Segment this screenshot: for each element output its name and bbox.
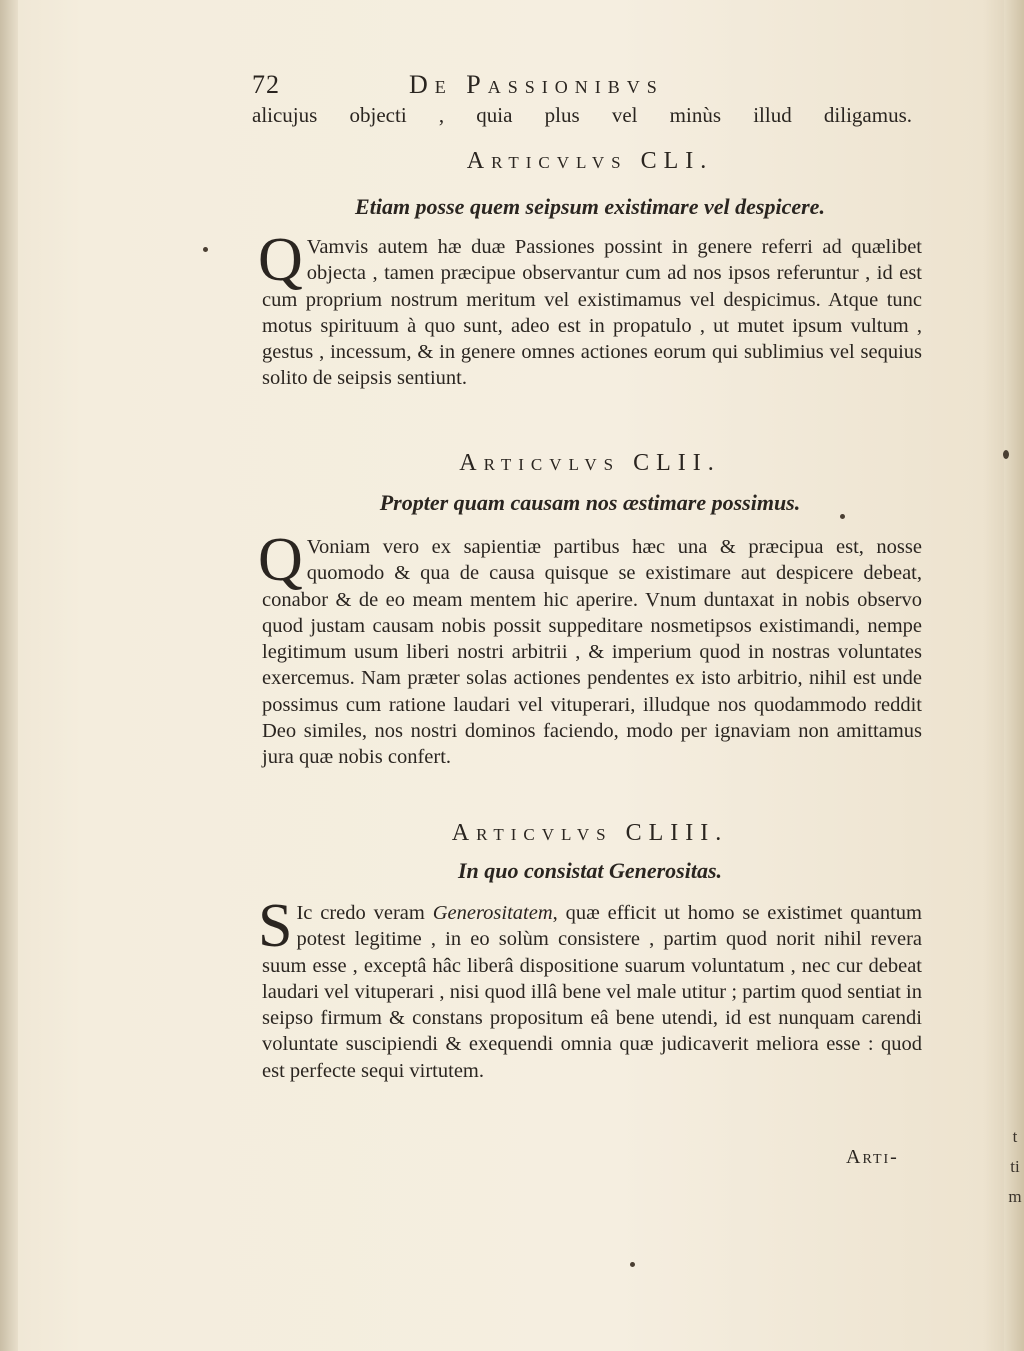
article-body xyxy=(258,892,922,1084)
next-page-fragment: t xyxy=(1012,1127,1018,1146)
article-subtitle: In quo consistat Generositas. xyxy=(457,858,723,883)
page-gutter-edge xyxy=(0,0,18,1351)
ink-speck xyxy=(630,1262,635,1267)
running-title: De Passionibvs xyxy=(409,70,664,99)
carried-over-line: alicujus objecti , quia plus vel minùs illud diligamus. xyxy=(252,103,912,127)
ink-speck xyxy=(1003,450,1009,459)
article-body xyxy=(258,226,922,392)
ink-speck xyxy=(203,247,208,252)
article-text: Vamvis autem hæ duæ Passiones possint in genere referri ad quælibet objecta , tamen præcipue observantur cum ad nos ipsos referuntur , id est cum proprium nostrum meritum vel existimamus vel despicimus. Atque tunc motus spirituum à quo sunt, adeo est in propatulo , ut mutet ipsum vultum , gestus , incessum, & in genere omnes actiones eorum qui sublimius vel sequius solito de seipsis sentiunt. xyxy=(262,236,922,390)
next-page-edge xyxy=(1004,0,1024,1351)
running-head xyxy=(252,70,772,104)
catchword: Arti- xyxy=(846,1146,899,1168)
article-subtitle: Propter quam causam nos æstimare possimus. xyxy=(379,490,801,515)
drop-cap: Q xyxy=(258,226,303,294)
article-text: , quæ efficit ut homo se existimet quantum potest legitime , in eo solùm consistere , partim quod norit nihil revera suum esse , exceptâ hâc liberâ dispositione suarum voluntatum , nec cur debeat laudari vel vituperari , nisi quod illâ bene vel male utitur ; partim quod sentiat in seipso firmum & constans propositum eâ bene utendi, id est nunquam carendi voluntate suscipiendi & exequendi omnia quæ judicaverit meliora esse : quod est perfecte sequi virtutem. xyxy=(262,902,922,1082)
drop-cap: Q xyxy=(258,526,303,594)
next-page-fragment: m xyxy=(1008,1187,1022,1206)
page-number: 72 xyxy=(252,70,280,99)
article-emphasis: Generositatem xyxy=(432,902,553,924)
article-text-lead: Ic credo veram xyxy=(296,902,433,924)
article-text: Voniam vero ex sapientiæ partibus hæc una & præcipua est, nosse quomodo & qua de causa quisque se existimare aut despicere debeat, conabor & de eo meam mentem hic aperire. Vnum duntaxat in nobis observo quod justam causam nobis possit suppeditare nosmetipsos existimandi, nempe legitimum usum liberi nostri arbitrii , & imperium quod in nostras voluntates exercemus. Nam præter solas actiones pendentes ex isto arbitrio, nihil est unde possimus cum ratione laudari vel vituperari, illudque nos quodammodo reddit Deo similes, nos nostri dominos faciendo, modo per ignaviam non amittamus jura quæ nobis confert. xyxy=(262,536,922,769)
article-body xyxy=(258,526,922,771)
article-heading: Articvlvs CLII. xyxy=(459,450,721,476)
article-subtitle: Etiam posse quem seipsum existimare vel despicere. xyxy=(355,194,825,219)
next-page-fragments xyxy=(1008,1122,1022,1212)
ink-speck xyxy=(840,514,845,519)
article-heading: Articvlvs CLIII. xyxy=(451,820,729,846)
next-page-fragment: ti xyxy=(1010,1157,1020,1176)
drop-cap: S xyxy=(258,892,293,960)
article-heading: Articvlvs CLI. xyxy=(466,148,714,174)
